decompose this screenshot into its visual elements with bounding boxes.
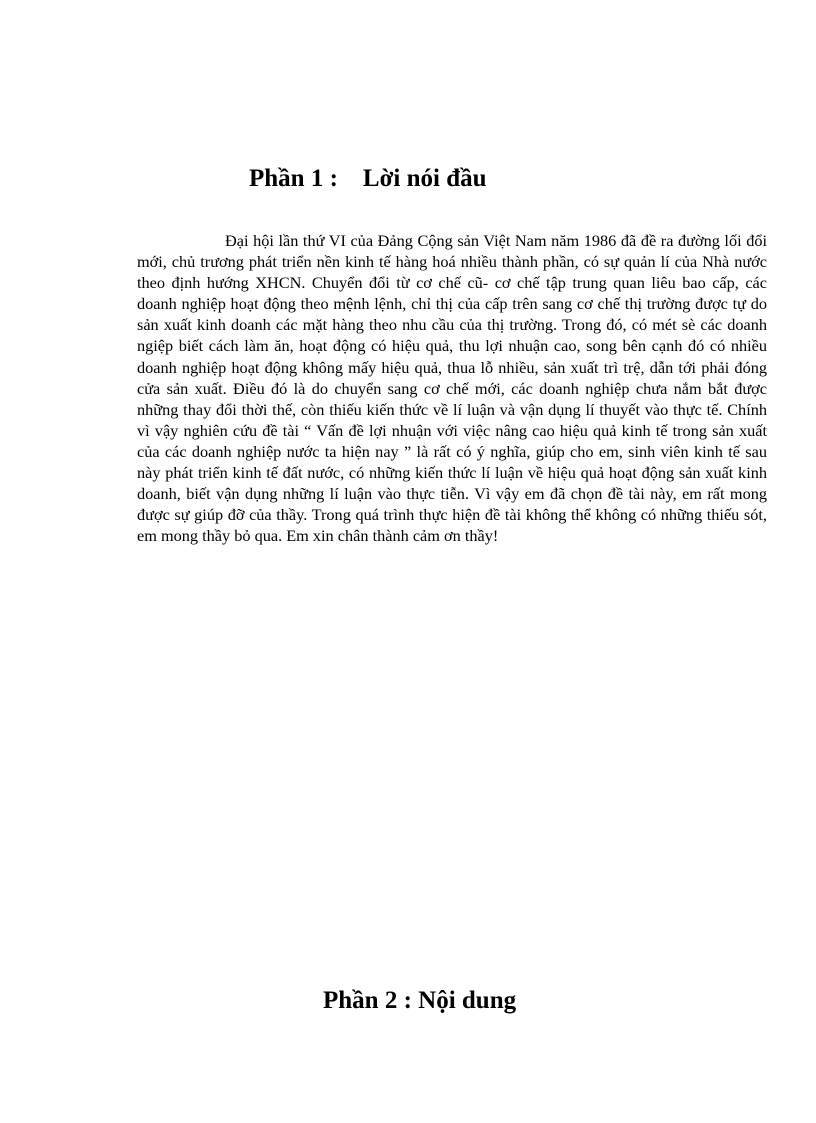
section-2-heading: Phần 2 : Nội dung (323, 987, 517, 1014)
section-1-heading: Phần 1 : Lời nói đầu (249, 165, 487, 192)
intro-paragraph: Đại hội lần thứ VI của Đảng Cộng sản Việt Nam năm 1986 đã đề ra đường lối đổi mới, chủ trương phát triển nền kinh tế hàng hoá nhiều thành phần, có sự quản lí của Nhà nước theo định hướng XHCN. Chuyển đổi từ cơ chế cũ- cơ chế tập trung quan liêu bao cấp, các doanh nghiệp hoạt động theo mệnh lệnh, chỉ thị của cấp trên sang cơ chế thị trường được tự do sản xuất kinh doanh các mặt hàng theo nhu cầu của thị trường. Trong đó, có mét sè các doanh ngiệp biết cách làm ăn, hoạt động có hiệu quả, thu lợi nhuận cao, song bên cạnh đó có nhiều doanh nghiệp hoạt động không mấy hiệu quả, thua lỗ nhiều, sản xuất trì trệ, dẫn tới phải đóng cửa sản xuất. Điều đó là do chuyển sang cơ chế mới, các doanh nghiệp chưa nắm bắt được những thay đổi thời thế, còn thiếu kiến thức về lí luận và vận dụng lí thuyết vào thực tế. Chính vì vậy nghiên cứu đề tài “ Vấn đề lợi nhuận với việc nâng cao hiệu quả kinh tế trong sản xuất của các doanh nghiệp nước ta hiện nay ” là rất có ý nghĩa, giúp cho em, sinh viên kinh tế sau này phát triển kinh tế đất nước, có những kiến thức lí luận về hiệu quả hoạt động sản xuất kinh doanh, biết vận dụng những lí luận vào thực tiễn. Vì vậy em đã chọn đề tài này, em rất mong được sự giúp đỡ của thầy. Trong quá trình thực hiện đề tài không thể không có những thiếu sót, em mong thầy bỏ qua. Em xin chân thành cảm ơn thầy! (137, 231, 767, 546)
